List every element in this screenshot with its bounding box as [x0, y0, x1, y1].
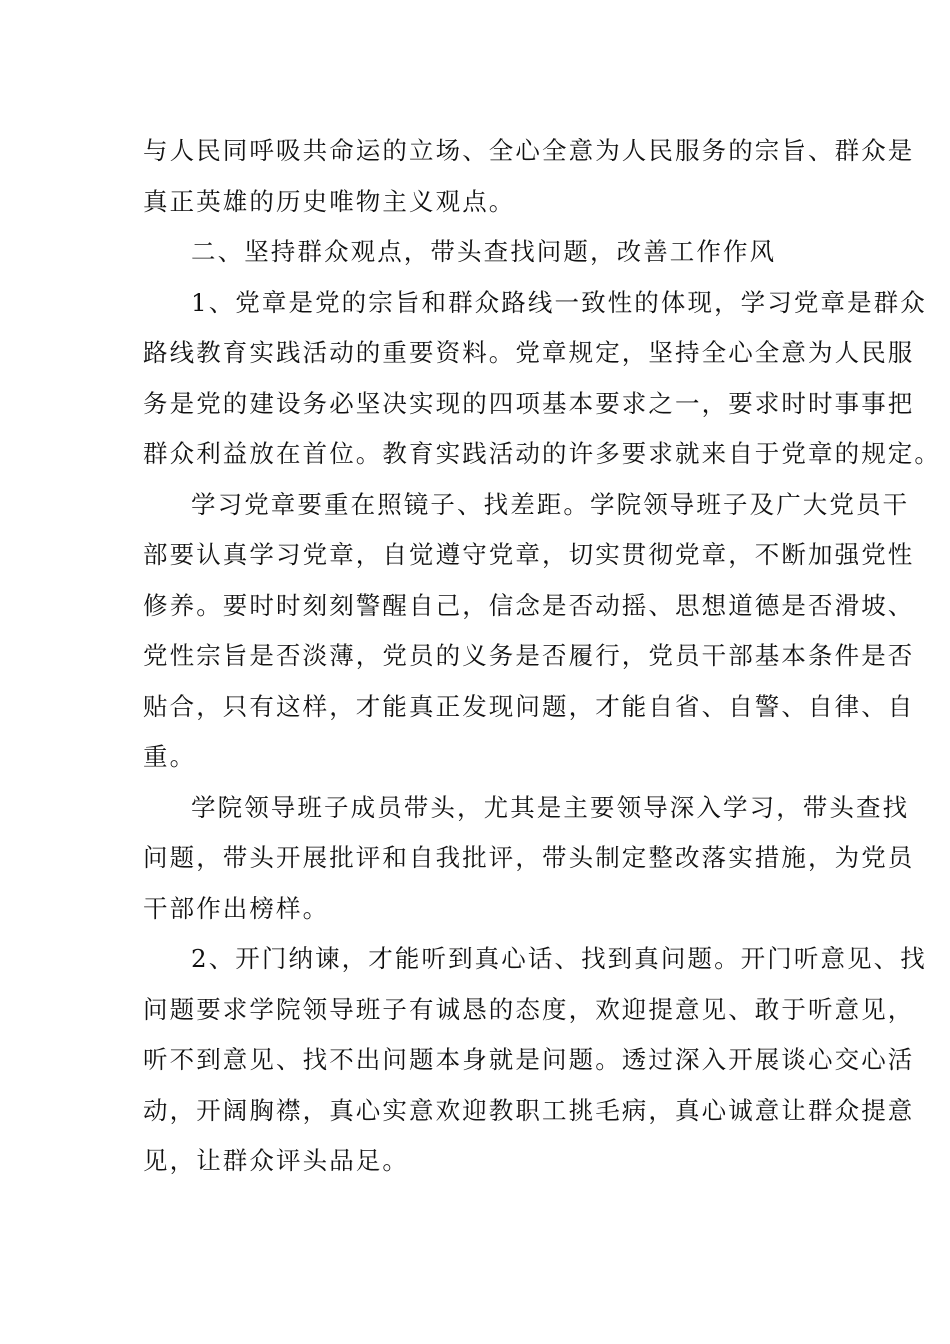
- text-line: 贴合，只有这样，才能真正发现问题，才能自省、自警、自律、自: [143, 692, 915, 721]
- text-line: 修养。要时时刻刻警醒自己，信念是否动摇、思想道德是否滑坡、: [143, 591, 915, 620]
- text-line: 干部作出榜样。: [143, 894, 330, 923]
- text-line: 听不到意见、找不出问题本身就是问题。透过深入开展谈心交心活: [143, 1045, 915, 1074]
- text-line: 务是党的建设务必坚决实现的四项基本要求之一，要求时时事事把: [143, 389, 915, 418]
- text-line: 动，开阔胸襟，真心实意欢迎教职工挑毛病，真心诚意让群众提意: [143, 1096, 915, 1125]
- text-line: 学院领导班子成员带头，尤其是主要领导深入学习，带头查找: [191, 793, 910, 822]
- text-line: 路线教育实践活动的重要资料。党章规定，坚持全心全意为人民服: [143, 338, 915, 367]
- text-line: 党性宗旨是否淡薄，党员的义务是否履行，党员干部基本条件是否: [143, 641, 915, 670]
- text-line: 1、党章是党的宗旨和群众路线一致性的体现，学习党章是群众: [191, 288, 927, 317]
- text-line: 重。: [143, 742, 197, 771]
- section-heading: 二、坚持群众观点，带头查找问题，改善工作作风: [191, 237, 777, 266]
- text-line: 学习党章要重在照镜子、找差距。学院领导班子及广大党员干: [191, 490, 910, 519]
- text-line: 群众利益放在首位。教育实践活动的许多要求就来自于党章的规定。: [143, 439, 941, 468]
- text-line: 问题要求学院领导班子有诚恳的态度，欢迎提意见、敢于听意见，: [143, 995, 915, 1024]
- text-line: 部要认真学习党章，自觉遵守党章，切实贯彻党章，不断加强党性: [143, 540, 915, 569]
- text-line: 见，让群众评头品足。: [143, 1146, 409, 1175]
- text-line: 真正英雄的历史唯物主义观点。: [143, 187, 516, 216]
- text-line: 与人民同呼吸共命运的立场、全心全意为人民服务的宗旨、群众是: [143, 136, 915, 165]
- text-line: 问题，带头开展批评和自我批评，带头制定整改落实措施，为党员: [143, 843, 915, 872]
- text-line: 2、开门纳谏，才能听到真心话、找到真问题。开门听意见、找: [191, 944, 927, 973]
